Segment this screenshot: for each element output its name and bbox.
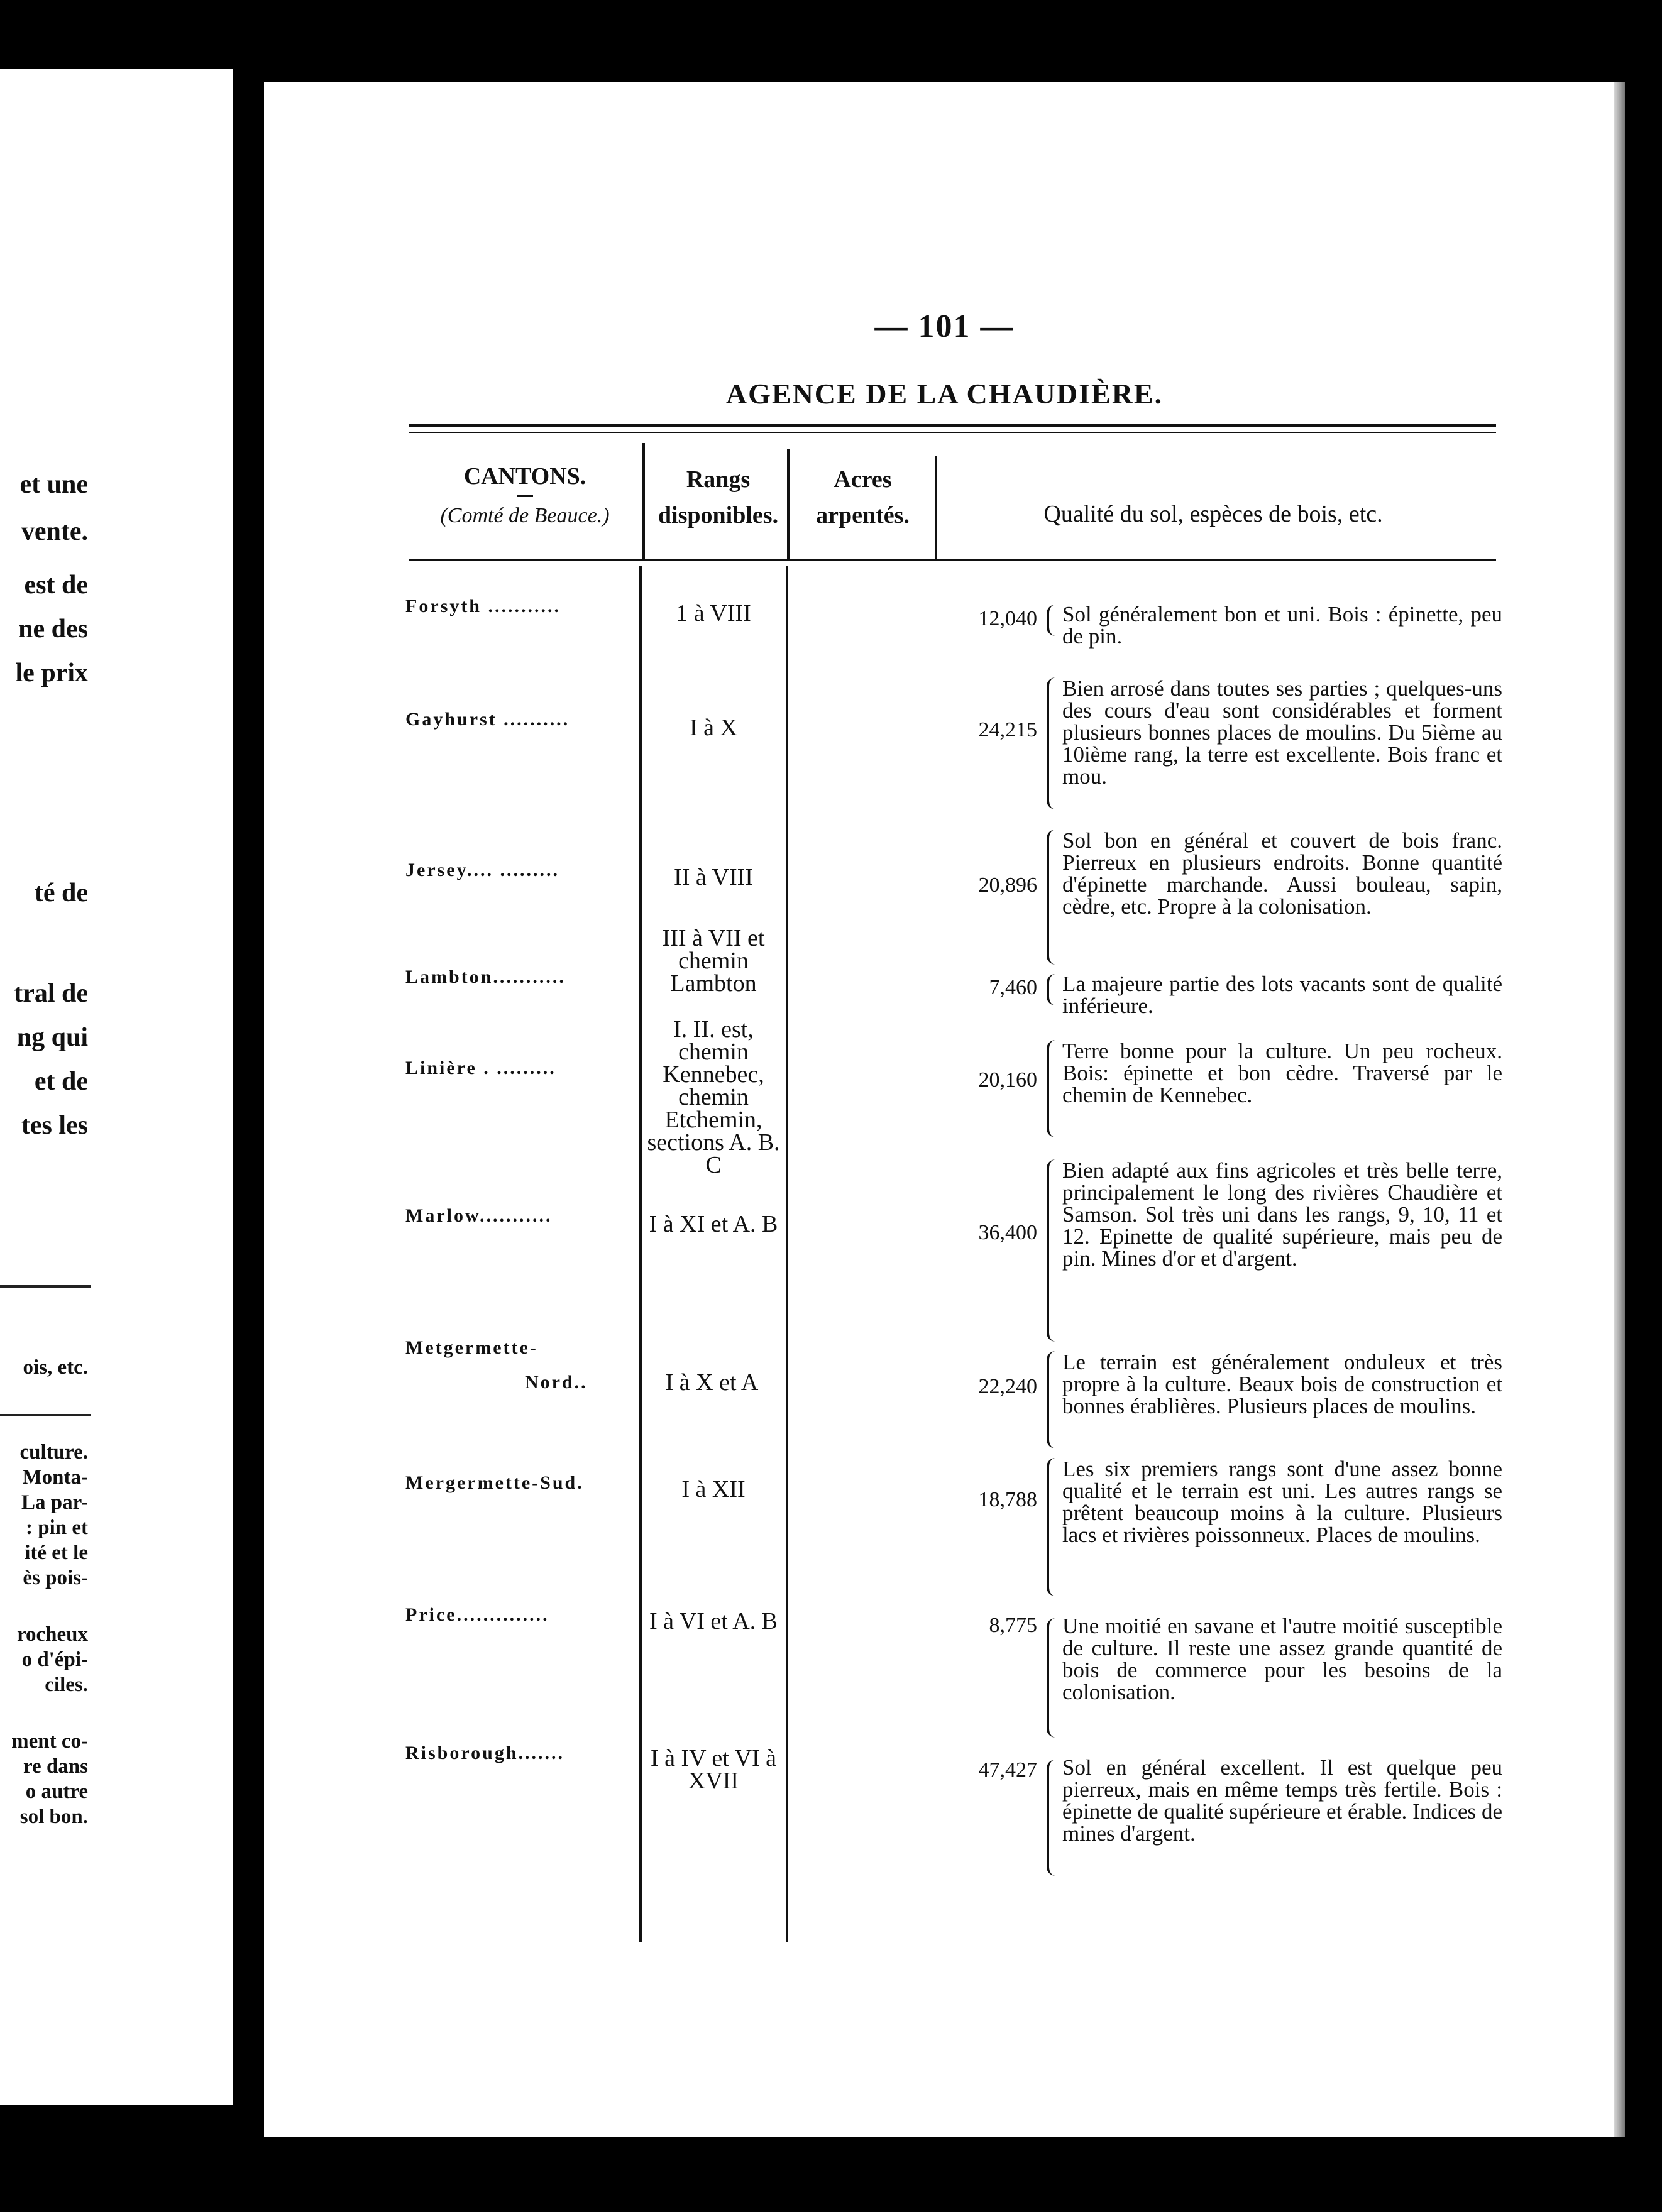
qualite-text: Le terrain est généralement onduleux et très propre à la culture. Beaux bois de construction et bonnes érablières. Plusieurs places de moulins.: [1062, 1350, 1502, 1418]
canton-name: Price..............: [405, 1604, 549, 1625]
rangs-value: I à XII: [681, 1476, 746, 1503]
rangs-value: I à X et A: [665, 1369, 759, 1396]
canton-name-continued: Nord..: [525, 1372, 588, 1393]
facing-text-line: o autre: [25, 1780, 88, 1803]
acres-value: 7,460: [989, 976, 1037, 999]
qualite-text: Une moitié en savane et l'autre moitié susceptible de culture. Il reste une assez grande quantité de bois de commerce pour les besoins de la colonisation.: [1062, 1614, 1502, 1704]
qualite-text: Bien adapté aux fins agricoles et très belle terre, principalement le long des rivières Chaudière et Samson. Sol très uni dans les rangs, 9, 10, 11 et 12. Epinette de qualité supérieure, mais peu de pin. Mines d'or et d'argent.: [1062, 1158, 1502, 1271]
qualite-text: Les six premiers rangs sont d'une assez bonne qualité et le terrain est uni. Les autres rangs se prêtent beaucoup moins à la culture. Plusieurs lacs et rivières poissonneux. Places de moulins.: [1062, 1457, 1502, 1547]
facing-text-line: ciles.: [45, 1673, 88, 1696]
rangs-value: III à VII et chemin Lambton: [662, 925, 765, 997]
rangs-value: I. II. est, chemin Kennebec, chemin Etchemin, sections A. B. C: [647, 1016, 780, 1178]
facing-text-line: culture.: [19, 1441, 88, 1464]
row-brace: [1047, 1458, 1058, 1596]
canton-name: Gayhurst ..........: [405, 709, 570, 730]
facing-text-line: sol bon.: [19, 1805, 88, 1828]
book-page: [264, 82, 1625, 2137]
facing-page: [0, 69, 233, 2105]
header-acres: [792, 462, 933, 534]
column-separator: [642, 443, 645, 559]
facing-text-line: et de: [34, 1067, 88, 1096]
header-bottom-rule: [409, 559, 1496, 561]
row-brace: [1047, 974, 1058, 1005]
facing-text-line: tes les: [21, 1111, 88, 1140]
canton-name: Marlow...........: [405, 1205, 553, 1226]
facing-text-line: La par-: [21, 1491, 88, 1514]
row-brace: [1047, 830, 1058, 965]
facing-text-line: ment co-: [11, 1730, 88, 1753]
facing-rule: [0, 1285, 91, 1288]
acres-value: 47,427: [978, 1758, 1037, 1782]
facing-text-line: ne des: [18, 615, 88, 643]
page-title: AGENCE DE LA CHAUDIÈRE.: [725, 378, 1164, 410]
header-cantons-sub: (Comté de Beauce.): [440, 504, 610, 527]
acres-value: 12,040: [978, 607, 1037, 630]
row-brace: [1047, 605, 1058, 636]
column-separator: [787, 449, 790, 559]
table-top-rule: [409, 432, 1496, 433]
header-rangs-line1: Rangs: [686, 466, 751, 493]
header-acres-line1: Acres: [834, 466, 892, 493]
header-rangs-line2: disponibles.: [658, 502, 779, 528]
facing-text-line: tral de: [14, 979, 88, 1008]
rangs-value: I à IV et VI à XVII: [650, 1745, 777, 1794]
qualite-text: Sol bon en général et couvert de bois franc. Pierreux en plusieurs endroits. Bonne quantité d'épinette marchande. Aussi bouleau, sapin, cèdre, etc. Propre à la colonisation.: [1062, 828, 1502, 919]
column-separator: [639, 566, 642, 1942]
acres-value: 8,775: [989, 1614, 1037, 1637]
header-cantons-label: CANTONS.: [463, 463, 586, 490]
row-brace: [1047, 1040, 1058, 1137]
column-separator: [935, 456, 937, 559]
canton-name: Jersey.... .........: [405, 860, 559, 880]
facing-text-line: ng qui: [16, 1023, 88, 1052]
facing-text-line: : pin et: [26, 1516, 88, 1539]
row-brace: [1047, 1618, 1058, 1738]
qualite-text: Sol en général excellent. Il est quelque peu pierreux, mais en même temps très fertile. Bois : épinette de qualité supérieure et érable. Indices de mines d'argent.: [1062, 1755, 1502, 1846]
page-number: — 101 —: [874, 309, 1015, 344]
facing-text-line: est de: [24, 571, 88, 600]
acres-value: 20,896: [978, 873, 1037, 897]
facing-text-line: vente.: [21, 517, 88, 546]
row-brace: [1047, 1159, 1058, 1342]
rangs-value: II à VIII: [674, 864, 753, 890]
table-top-rule: [409, 424, 1496, 427]
facing-text-line: Monta-: [22, 1466, 88, 1489]
qualite-text: Terre bonne pour la culture. Un peu rocheux. Bois: épinette et bon cèdre. Traversé par le chemin de Kennebec.: [1062, 1039, 1502, 1107]
acres-value: 24,215: [978, 718, 1037, 742]
facing-text-line: ès pois-: [23, 1567, 88, 1589]
canton-name: Lambton...........: [405, 966, 566, 987]
rangs-value: I à X: [690, 715, 737, 741]
row-brace: [1047, 1760, 1058, 1876]
facing-text-line: o d'épi-: [21, 1648, 88, 1671]
canton-name: Metgermette-: [405, 1337, 538, 1358]
facing-text-line: le prix: [15, 659, 88, 687]
acres-value: 36,400: [978, 1221, 1037, 1244]
rangs-value: 1 à VIII: [676, 600, 751, 627]
acres-value: 18,788: [978, 1488, 1037, 1511]
header-acres-line2: arpentés.: [816, 502, 910, 528]
header-rangs: [647, 462, 789, 534]
facing-text-line: re dans: [23, 1755, 88, 1778]
acres-value: 22,240: [978, 1375, 1037, 1398]
row-brace: [1047, 677, 1058, 809]
header-cantons: [405, 459, 644, 533]
qualite-text: Bien arrosé dans toutes ses parties ; quelques-uns des cours d'eau sont considérables et forment plusieurs bonnes places de moulins. Du 5ième au 10ième rang, la terre est excellente. Bois franc et mou.: [1062, 676, 1502, 789]
facing-rule: [0, 1414, 91, 1416]
facing-text-line: ois, etc.: [23, 1356, 88, 1379]
column-separator: [786, 566, 788, 1942]
facing-text-line: ité et le: [25, 1541, 88, 1564]
acres-value: 20,160: [978, 1068, 1037, 1092]
header-qualite: Qualité du sol, espèces de bois, etc.: [1043, 501, 1383, 527]
row-brace: [1047, 1351, 1058, 1448]
facing-text-line: rocheux: [16, 1623, 88, 1646]
canton-name: Linière . .........: [405, 1058, 556, 1078]
facing-text-line: té de: [34, 879, 88, 907]
header-dash: [517, 495, 533, 497]
qualite-text: Sol généralement bon et uni. Bois : épinette, peu de pin.: [1062, 602, 1502, 649]
canton-name: Risborough.......: [405, 1743, 565, 1763]
rangs-value: I à VI et A. B: [649, 1608, 778, 1634]
qualite-text: La majeure partie des lots vacants sont de qualité inférieure.: [1062, 972, 1502, 1018]
rangs-value: I à XI et A. B: [649, 1211, 778, 1237]
canton-name: Mergermette-Sud.: [405, 1472, 584, 1493]
canton-name: Forsyth ...........: [405, 596, 561, 616]
facing-text-line: et une: [19, 470, 88, 499]
